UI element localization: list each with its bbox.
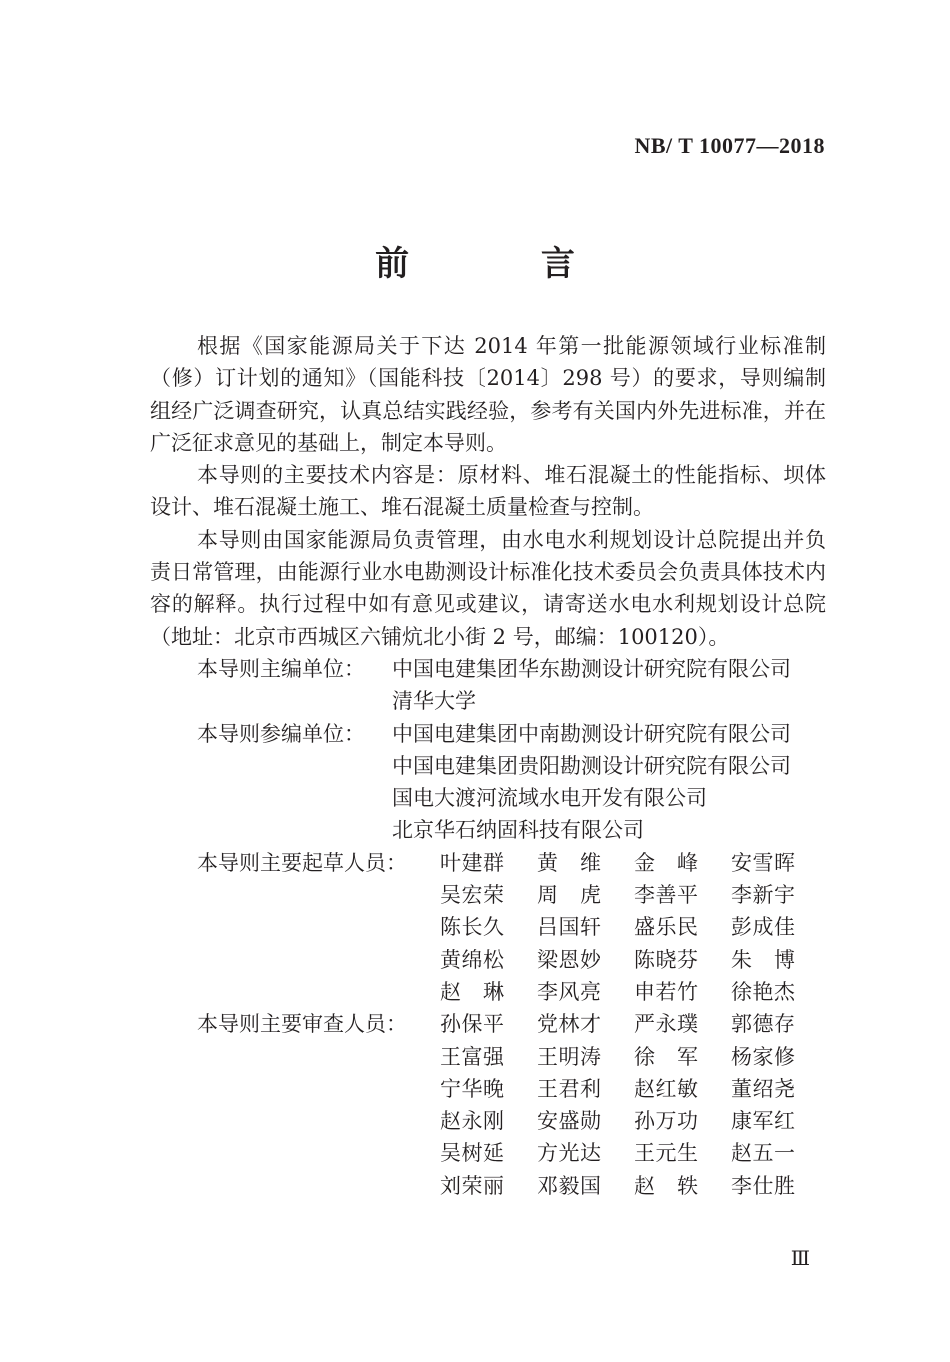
unit-item: 清华大学: [392, 689, 476, 714]
person-name: 康军红: [731, 1109, 796, 1134]
person-name: 金 峰: [634, 850, 699, 875]
person-name: 安盛勋: [537, 1109, 602, 1134]
page-number: Ⅲ: [790, 1248, 810, 1270]
person-name: 李仕胜: [731, 1173, 796, 1198]
person-name: 孙保平: [440, 1012, 505, 1037]
drafters-names: [440, 847, 828, 1008]
person-name: 黄绵松: [440, 947, 505, 972]
paragraph-management: 本导则由国家能源局负责管理，由水电水利规划设计总院提出并负责日常管理，由能源行业水电勘测设计标准化技术委员会负责具体技术内容的解释。执行过程中如有意见或建议，请寄送水电水利规划设计总院（地址：北京市西城区六铺炕北小街 2 号，邮编：100120）。: [150, 527, 826, 649]
person-name: 陈晓芬: [634, 947, 699, 972]
person-name: 孙万功: [634, 1109, 699, 1134]
person-name: 李新宇: [731, 883, 796, 908]
person-name: 王君利: [537, 1076, 602, 1101]
person-name: 吴宏荣: [440, 883, 505, 908]
standard-code: NB/ T 10077—2018: [634, 133, 825, 158]
person-name: 安雪晖: [731, 850, 796, 875]
person-name: 杨家修: [731, 1044, 796, 1069]
unit-item: 北京华石纳固科技有限公司: [392, 818, 644, 843]
person-name: 盛乐民: [634, 915, 699, 940]
chief-units-list: [392, 653, 791, 718]
person-name: 赵 轶: [634, 1173, 699, 1198]
person-name: 宁华晚: [440, 1076, 505, 1101]
person-name: 邓毅国: [537, 1173, 602, 1198]
person-name: 赵永刚: [440, 1109, 505, 1134]
person-name: 方光达: [537, 1141, 602, 1166]
person-name: 彭成佳: [731, 915, 796, 940]
person-name: 王富强: [440, 1044, 505, 1069]
unit-item: 中国电建集团华东勘测设计研究院有限公司: [392, 656, 791, 681]
person-name: 梁恩妙: [537, 947, 602, 972]
unit-item: 中国电建集团中南勘测设计研究院有限公司: [392, 721, 791, 746]
person-name: 徐 军: [634, 1044, 699, 1069]
person-name: 赵 琳: [440, 979, 505, 1004]
person-name: 朱 博: [731, 947, 796, 972]
person-name: 吴树延: [440, 1141, 505, 1166]
reviewers-label: 本导则主要审查人员：: [197, 1012, 407, 1037]
person-name: 李善平: [634, 883, 699, 908]
paragraph-technical-content: 本导则的主要技术内容是：原材料、堆石混凝土的性能指标、坝体设计、堆石混凝土施工、堆石混凝土质量检查与控制。: [150, 463, 826, 520]
drafters-section: [150, 847, 826, 1008]
person-name: 黄 维: [537, 850, 602, 875]
participating-units-label: 本导则参编单位：: [197, 721, 365, 746]
person-name: 党林才: [537, 1012, 602, 1037]
person-name: 吕国轩: [537, 915, 602, 940]
person-name: 郭德存: [731, 1012, 796, 1037]
unit-item: 中国电建集团贵阳勘测设计研究院有限公司: [392, 753, 791, 778]
person-name: 赵五一: [731, 1141, 796, 1166]
person-name: 王明涛: [537, 1044, 602, 1069]
person-name: 李风亮: [537, 979, 602, 1004]
person-name: 申若竹: [634, 979, 699, 1004]
person-name: 董绍尧: [731, 1076, 796, 1101]
person-name: 王元生: [634, 1141, 699, 1166]
person-name: 叶建群: [440, 850, 505, 875]
document-body: [150, 330, 826, 1202]
person-name: 陈长久: [440, 915, 505, 940]
person-name: 赵红敏: [634, 1076, 699, 1101]
reviewers-names: [440, 1008, 828, 1202]
person-name: 徐艳杰: [731, 979, 796, 1004]
unit-item: 国电大渡河流域水电开发有限公司: [392, 786, 707, 811]
reviewers-section: [150, 1008, 826, 1202]
chief-units-label: 本导则主编单位：: [197, 656, 365, 681]
drafters-label: 本导则主要起草人员：: [197, 850, 407, 875]
person-name: 严永璞: [634, 1012, 699, 1037]
participating-units-section: [150, 718, 826, 847]
participating-units-list: [392, 718, 791, 847]
chief-units-section: [150, 653, 826, 718]
paragraph-basis: 根据《国家能源局关于下达 2014 年第一批能源领域行业标准制（修）订计划的通知》（国能科技〔2014〕298 号）的要求，导则编制组经广泛调查研究，认真总结实践经验，参考有关国内外先进标准，并在广泛征求意见的基础上，制定本导则。: [150, 334, 826, 455]
page-title: 前 言: [375, 244, 635, 284]
person-name: 刘荣丽: [440, 1173, 505, 1198]
person-name: 周 虎: [537, 883, 602, 908]
